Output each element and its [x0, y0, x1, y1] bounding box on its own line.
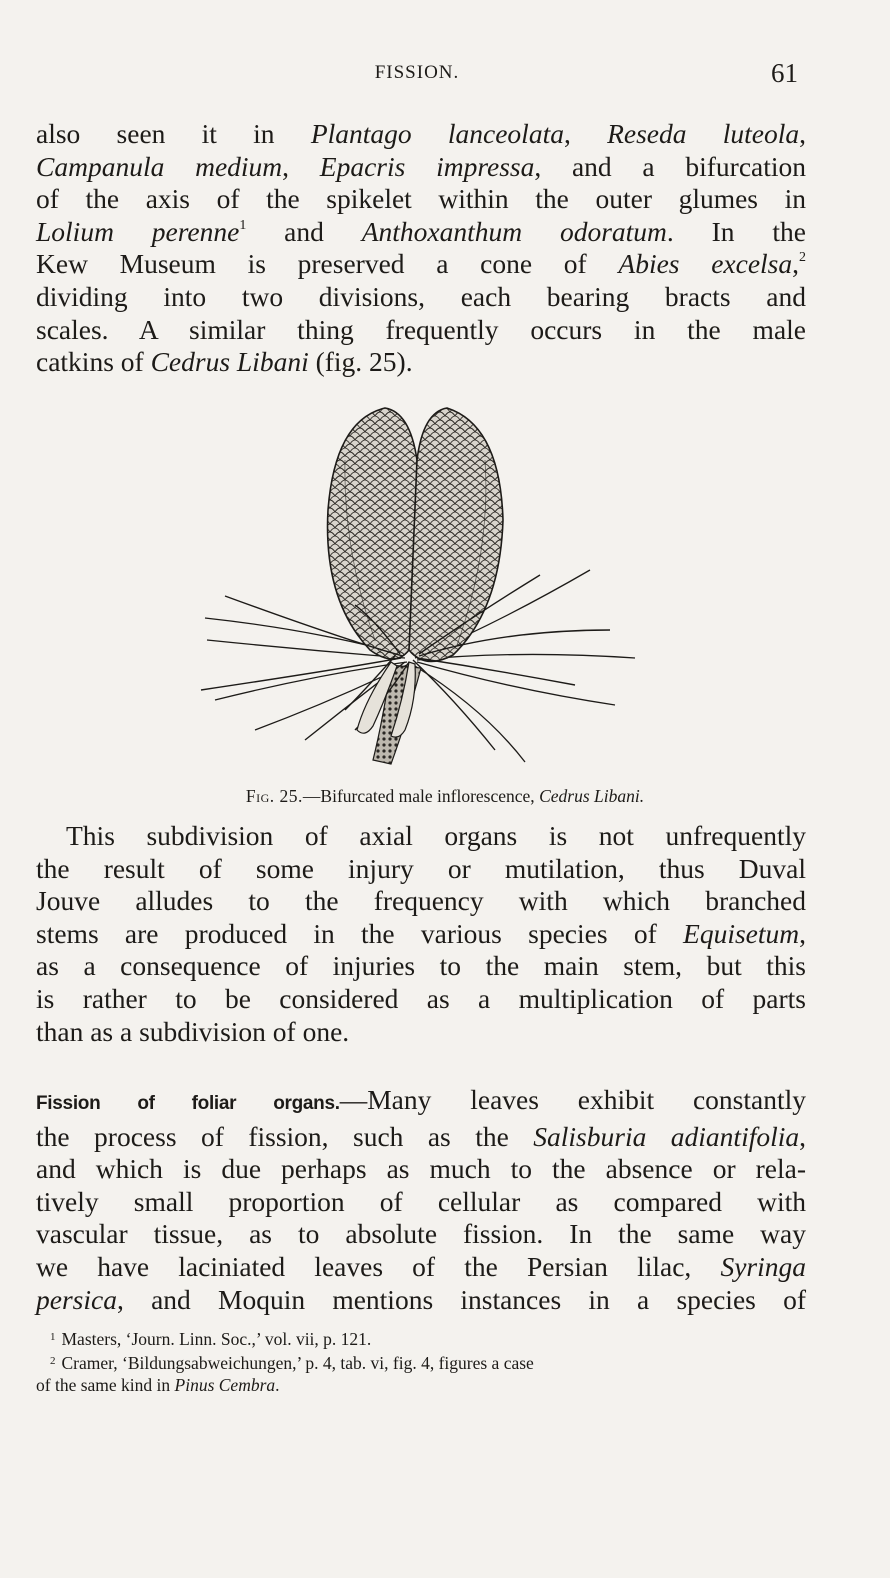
- running-header: [36, 62, 798, 84]
- text-line: and which is due perhaps as much to the absence or rela-: [36, 1153, 806, 1185]
- paragraph-3: [36, 1084, 806, 1316]
- text-line: we have laciniated leaves of the Persian lilac, Syringa: [36, 1250, 806, 1282]
- text-line: Jouve alludes to the frequency with which branched: [36, 885, 806, 917]
- text-line: also seen it in Plantago lanceolata, Reseda luteola,: [36, 118, 806, 149]
- text-line: of the axis of the spikelet within the outer glumes in: [36, 183, 806, 215]
- text-line: stems are produced in the various species of Equisetum,: [36, 917, 806, 949]
- text-line: persica, and Moquin mentions instances in a species of: [36, 1283, 806, 1315]
- text-line: tively small proportion of cellular as compared with: [36, 1185, 806, 1217]
- figure-caption: Fig. 25.—Bifurcated male inflorescence, Cedrus Libani.: [245, 786, 645, 806]
- text-line: catkins of Cedrus Libani (fig. 25).: [36, 346, 413, 378]
- text-line: than as a subdivision of one.: [36, 1015, 350, 1047]
- paragraph-1: [36, 118, 806, 379]
- section-run-head: Fission of foliar organs.: [36, 1093, 340, 1114]
- text-line: is rather to be considered as a multiplication of parts: [36, 982, 806, 1014]
- text-line: Kew Museum is preserved a cone of Abies excelsa,$^2$: [36, 248, 806, 280]
- text-line: Campanula medium, Epacris impressa, and a bifurcation: [36, 150, 807, 182]
- footnotes: [36, 1326, 806, 1396]
- text-line: the process of fission, such as the Salisburia adiantifolia,: [36, 1120, 807, 1152]
- footnote-2: $^2$ Cramer, ‘Bildungsabweichungen,’ p. 4, tab. vi, fig. 4, figures a case: [50, 1353, 534, 1373]
- footnote-2-continued: of the same kind in Pinus Cembra.: [36, 1375, 280, 1395]
- footnote-ref-1[interactable]: 1: [239, 217, 247, 233]
- right-cone: [409, 408, 503, 661]
- text-line: scales. A similar thing frequently occurs in the male: [36, 313, 806, 345]
- figure-25-illustration: [195, 400, 645, 780]
- text-line: as a consequence of injuries to the main stem, but this: [36, 950, 806, 982]
- page-number: 61: [771, 58, 798, 88]
- text-line: Lolium perenne$^1$ and Anthoxanthum odoratum. In the: [36, 215, 806, 247]
- running-title: FISSION.: [374, 62, 460, 83]
- paragraph-2: [36, 820, 806, 1048]
- text-line: Fission of foliar organs.—Many leaves exhibit constantly: [36, 1084, 807, 1115]
- footnote-ref-2[interactable]: 2: [799, 250, 806, 266]
- footnote-1: $^1$ Masters, ‘Journ. Linn. Soc.,’ vol. vii, p. 121.: [50, 1329, 372, 1349]
- text-line: the result of some injury or mutilation, thus Duval: [36, 852, 806, 884]
- text-line: dividing into two divisions, each bearing bracts and: [36, 280, 806, 312]
- text-line: This subdivision of axial organs is not unfrequently: [66, 820, 806, 851]
- text-line: vascular tissue, as to absolute fission. In the same way: [36, 1218, 806, 1250]
